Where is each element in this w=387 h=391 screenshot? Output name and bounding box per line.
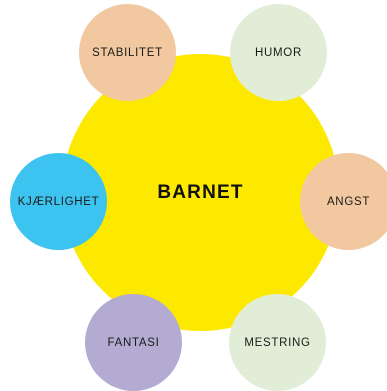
node-mestring [229, 294, 326, 391]
node-humor [230, 4, 327, 101]
node-kjaerlighet [10, 153, 107, 250]
node-stabilitet [79, 4, 176, 101]
node-label-kjaerlighet: KJÆRLIGHET [17, 195, 100, 208]
center-label: BARNET [157, 181, 244, 203]
node-label-angst: ANGST [326, 195, 371, 208]
node-label-stabilitet: STABILITET [92, 46, 163, 59]
node-label-fantasi: FANTASI [107, 336, 160, 349]
node-label-humor: HUMOR [255, 46, 302, 59]
node-fantasi [85, 294, 182, 391]
node-label-mestring: MESTRING [244, 336, 311, 349]
node-angst [300, 153, 387, 250]
